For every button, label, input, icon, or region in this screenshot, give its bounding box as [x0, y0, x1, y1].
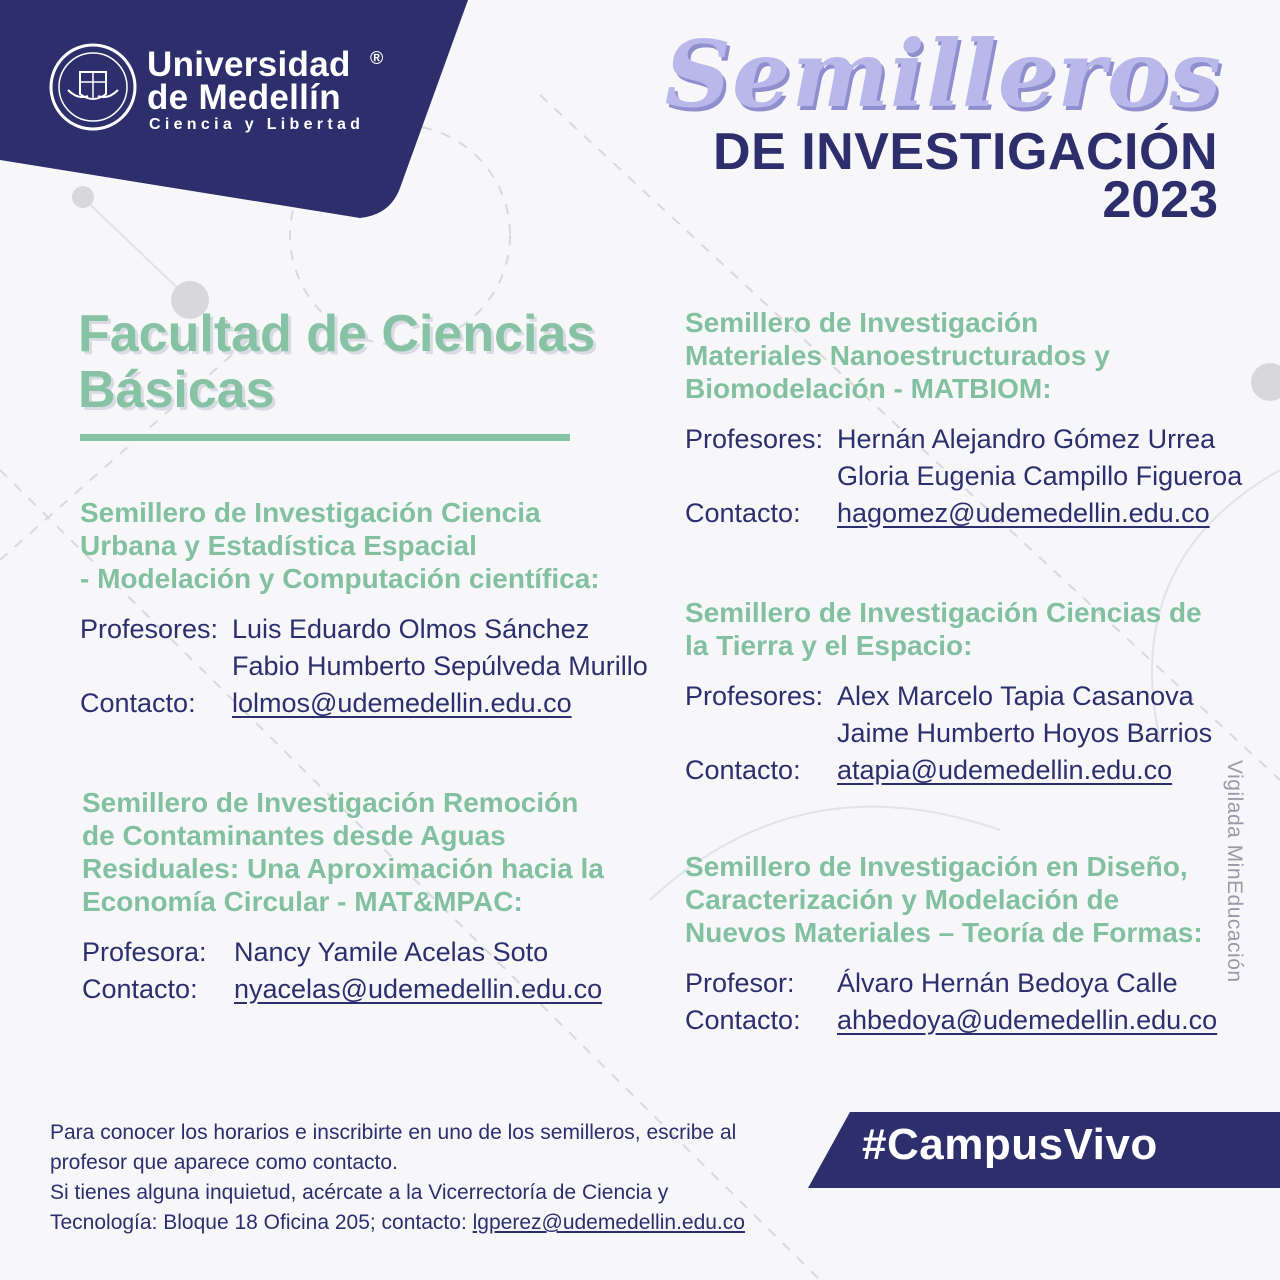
contact-label: Contacto: [80, 688, 196, 718]
contact-row [80, 685, 660, 722]
faculty-title-line1: Facultad de Ciencias [78, 305, 596, 363]
professor-name: Jaime Humberto Hoyos Barrios [837, 718, 1213, 748]
group-title-line: Semillero de Investigación [685, 307, 1039, 338]
group-title-line: Urbana y Estadística Espacial [80, 530, 477, 561]
professor-label: Profesora: [82, 937, 207, 967]
professor-label: Profesores: [685, 681, 824, 711]
contact-email-link[interactable]: atapia@udemedellin.edu.co [837, 755, 1173, 785]
group-title-line: Semillero de Investigación Remoción [82, 787, 579, 818]
contact-label: Contacto: [685, 1005, 801, 1035]
group-title [685, 850, 1245, 949]
professor-name: Álvaro Hernán Bedoya Calle [837, 968, 1178, 998]
university-seal-icon [48, 42, 138, 132]
contact-email-link[interactable]: lolmos@udemedellin.edu.co [232, 688, 572, 718]
faculty-title-line2: Básicas [78, 361, 275, 419]
footer-contact-label: Tecnología: Bloque 18 Oficina 205; contacto: [50, 1211, 473, 1234]
professor-label [685, 715, 837, 752]
professor-name: Alex Marcelo Tapia Casanova [837, 681, 1194, 711]
footer-line: Para conocer los horarios e inscribirte en uno de los semilleros, escribe al [50, 1121, 737, 1144]
group-card [685, 850, 1245, 1039]
contact-row [685, 495, 1245, 532]
professor-row [685, 965, 1245, 1002]
group-title [685, 306, 1245, 405]
semilleros-title: Semilleros [664, 20, 1222, 128]
professor-label: Profesores: [685, 424, 824, 454]
group-title [685, 596, 1245, 662]
faculty-underline [80, 434, 570, 441]
footer-contact-email[interactable]: lgperez@udemedellin.edu.co [472, 1211, 745, 1234]
group-title-line: Residuales: Una Aproximación hacia la [82, 853, 604, 884]
group-card [80, 496, 660, 722]
professor-label: Profesores: [80, 614, 219, 644]
registered-mark: ® [370, 48, 384, 68]
group-title-line: Semillero de Investigación en Diseño, [685, 851, 1188, 882]
footer-note [50, 1118, 745, 1238]
professor-name: Hernán Alejandro Gómez Urrea [837, 424, 1216, 454]
university-name [147, 45, 351, 117]
contact-email-link[interactable]: ahbedoya@udemedellin.edu.co [837, 1005, 1218, 1035]
professor-label: Profesor: [685, 968, 795, 998]
professor-name: Nancy Yamile Acelas Soto [234, 937, 549, 967]
contact-email-link[interactable]: hagomez@udemedellin.edu.co [837, 498, 1210, 528]
professor-label [80, 648, 232, 685]
university-name-line2: de Medellín [147, 78, 341, 117]
group-title-line: Nuevos Materiales – Teoría de Formas: [685, 917, 1203, 948]
group-title-line: Biomodelación - MATBIOM: [685, 373, 1052, 404]
investigacion-subtitle: DE INVESTIGACIÓN [713, 123, 1218, 181]
group-title-line: de Contaminantes desde Aguas [82, 820, 506, 851]
group-title-line: la Tierra y el Espacio: [685, 630, 973, 661]
professor-row [685, 678, 1245, 715]
contact-row [685, 752, 1245, 789]
professor-name: Luis Eduardo Olmos Sánchez [232, 614, 590, 644]
group-card [82, 786, 662, 1008]
group-title-line: - Modelación y Computación científica: [80, 563, 600, 594]
group-title [82, 786, 662, 918]
contact-label: Contacto: [82, 974, 198, 1004]
professor-row [685, 715, 1245, 752]
professor-name: Gloria Eugenia Campillo Figueroa [837, 461, 1243, 491]
contact-row [685, 1002, 1245, 1039]
group-card [685, 596, 1245, 789]
hashtag-label: #CampusVivo [862, 1120, 1158, 1169]
faculty-title [78, 306, 595, 418]
group-title-line: Caracterización y Modelación de [685, 884, 1120, 915]
university-tagline: Ciencia y Libertad [149, 116, 365, 133]
contact-label: Contacto: [685, 498, 801, 528]
professor-row [685, 421, 1245, 458]
professor-row [80, 611, 660, 648]
footer-line: Si tienes alguna inquietud, acércate a la Vicerrectoría de Ciencia y [50, 1181, 669, 1204]
group-title-line: Semillero de Investigación Ciencia [80, 497, 541, 528]
group-card [685, 306, 1245, 532]
contact-label: Contacto: [685, 755, 801, 785]
professor-label [685, 458, 837, 495]
professor-row [82, 934, 662, 971]
contact-email-link[interactable]: nyacelas@udemedellin.edu.co [234, 974, 603, 1004]
contact-row [82, 971, 662, 1008]
group-title-line: Materiales Nanoestructurados y [685, 340, 1110, 371]
professor-name: Fabio Humberto Sepúlveda Murillo [232, 651, 648, 681]
vigilada-label: Vigilada MinEducación [1223, 760, 1246, 983]
professor-row [80, 648, 660, 685]
university-name-line1: Universidad [147, 45, 351, 84]
footer-line [50, 1208, 745, 1238]
footer-line: profesor que aparece como contacto. [50, 1151, 398, 1174]
group-title-line: Economía Circular - MAT&MPAC: [82, 886, 523, 917]
group-title [80, 496, 660, 595]
year-label: 2023 [1102, 171, 1218, 229]
professor-row [685, 458, 1245, 495]
group-title-line: Semillero de Investigación Ciencias de [685, 597, 1202, 628]
